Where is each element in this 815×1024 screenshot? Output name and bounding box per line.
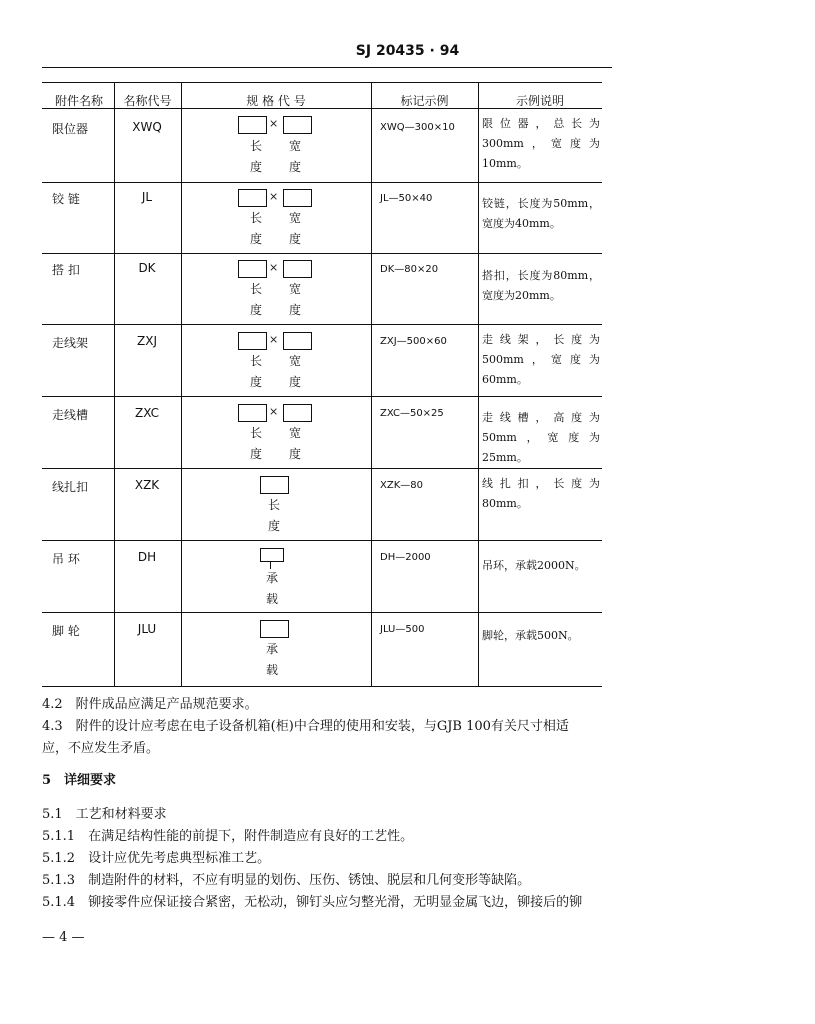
row-desc: 铰链，长度为50mm，宽度为40mm。 — [482, 197, 600, 230]
spec-label: 宽 — [288, 354, 301, 368]
spec-label: 承 — [265, 642, 278, 656]
row-desc: 线扎扣，长度为80mm。 — [482, 477, 600, 510]
spec-label: 长 — [249, 282, 262, 296]
spec-label: 长 — [249, 426, 262, 440]
spec-box-length — [238, 260, 267, 278]
doc-number: SJ 20435 · 94 — [355, 43, 460, 59]
multiply-sign-icon: × — [269, 405, 279, 418]
col-header-desc: 示例说明 — [515, 94, 564, 108]
clause-4-3-line1: 4.3 附件的设计应考虑在电子设备机箱(柜)中合理的使用和安装，与GJB 100有关尺寸相适 — [42, 719, 569, 734]
col-header-code: 名称代号 — [123, 94, 172, 108]
row-name: 脚 轮 — [52, 624, 80, 638]
spec-label: 承 — [265, 571, 278, 585]
spec-label: 长 — [249, 211, 262, 225]
spec-label: 度 — [288, 160, 301, 174]
spec-label: 长 — [267, 498, 280, 512]
spec-label: 长 — [249, 354, 262, 368]
clause-5-1: 5.1 工艺和材料要求 — [42, 807, 167, 822]
spec-label: 载 — [265, 592, 278, 606]
row-name: 吊 环 — [52, 552, 80, 566]
spec-box-width — [283, 404, 312, 422]
row-name: 走线槽 — [52, 408, 89, 422]
row-mark: JL—50×40 — [380, 193, 433, 204]
col-header-name: 附件名称 — [54, 94, 103, 108]
spec-label: 宽 — [288, 211, 301, 225]
row-code: XZK — [134, 478, 160, 492]
row-code: ZXJ — [137, 334, 157, 348]
row-name: 走线架 — [52, 336, 89, 350]
spec-box-length — [238, 332, 267, 350]
spec-label: 度 — [288, 447, 301, 461]
row-name: 铰 链 — [52, 192, 80, 206]
spec-box-length — [260, 476, 289, 494]
clause-4-2: 4.2 附件成品应满足产品规范要求。 — [42, 697, 258, 712]
row-desc: 走线槽，高度为50mm，宽度为25mm。 — [482, 411, 600, 464]
spec-label: 度 — [249, 303, 262, 317]
clause-4-3-line2: 应，不应发生矛盾。 — [42, 741, 160, 756]
row-mark: ZXC—50×25 — [380, 408, 444, 419]
spec-label: 度 — [249, 160, 262, 174]
row-mark: XWQ—300×10 — [380, 122, 455, 133]
multiply-sign-icon: × — [269, 117, 279, 130]
spec-label: 宽 — [288, 426, 301, 440]
row-code: DH — [137, 550, 157, 564]
col-header-spec: 规 格 代 号 — [246, 94, 306, 108]
row-desc: 走线架，长度为500mm，宽度为60mm。 — [482, 333, 600, 386]
header-rule — [42, 67, 612, 68]
spec-label: 度 — [267, 519, 280, 533]
multiply-sign-icon: × — [269, 333, 279, 346]
spec-box-load — [260, 548, 284, 562]
row-mark: DH—2000 — [380, 552, 431, 563]
spec-label: 度 — [249, 375, 262, 389]
spec-box-width — [283, 260, 312, 278]
spec-box-length — [238, 404, 267, 422]
spec-label: 度 — [249, 447, 262, 461]
row-name: 线扎扣 — [52, 480, 89, 494]
spec-label: 长 — [249, 139, 262, 153]
multiply-sign-icon: × — [269, 261, 279, 274]
page-number: — 4 — — [42, 930, 85, 945]
clause-5-1-3: 5.1.3 制造附件的材料，不应有明显的划伤、压伤、锈蚀、脱层和几何变形等缺陷。 — [42, 873, 531, 888]
row-name: 限位器 — [52, 122, 89, 136]
clause-5-1-4: 5.1.4 铆接零件应保证接合紧密，无松动，铆钉头应匀整光滑，无明显金属飞边，铆接后的铆 — [42, 895, 583, 910]
spec-box-length — [238, 116, 267, 134]
col-header-mark: 标记示例 — [400, 94, 449, 108]
multiply-sign-icon: × — [269, 190, 279, 203]
spec-label: 宽 — [288, 139, 301, 153]
row-code: DK — [138, 261, 156, 275]
row-desc: 脚轮，承载500N。 — [482, 629, 579, 642]
row-code: ZXC — [135, 406, 159, 420]
spec-box-width — [283, 189, 312, 207]
row-code: JLU — [137, 622, 157, 636]
section-5-heading: 5 详细要求 — [42, 773, 117, 788]
clause-5-1-2: 5.1.2 设计应优先考虑典型标准工艺。 — [42, 851, 271, 866]
spec-label: 宽 — [288, 282, 301, 296]
spec-label: 度 — [288, 375, 301, 389]
spec-label: 载 — [265, 663, 278, 677]
spec-label: 度 — [249, 232, 262, 246]
row-desc: 吊环，承载2000N。 — [482, 559, 586, 572]
clause-5-1-1: 5.1.1 在满足结构性能的前提下，附件制造应有良好的工艺性。 — [42, 829, 414, 844]
row-desc: 限位器，总长为300mm，宽度为10mm。 — [482, 117, 600, 170]
spec-box-length — [238, 189, 267, 207]
row-code: XWQ — [132, 120, 162, 134]
row-mark: ZXJ—500×60 — [380, 336, 447, 347]
row-code: JL — [141, 190, 153, 204]
row-mark: JLU—500 — [380, 624, 425, 635]
spec-box-load — [260, 620, 289, 638]
spec-box-width — [283, 116, 312, 134]
row-name: 搭 扣 — [52, 263, 80, 277]
row-desc: 搭扣，长度为80mm，宽度为20mm。 — [482, 269, 600, 302]
spec-label: 度 — [288, 232, 301, 246]
spec-box-width — [283, 332, 312, 350]
spec-label: 度 — [288, 303, 301, 317]
row-mark: XZK—80 — [380, 480, 423, 491]
row-mark: DK—80×20 — [380, 264, 439, 275]
